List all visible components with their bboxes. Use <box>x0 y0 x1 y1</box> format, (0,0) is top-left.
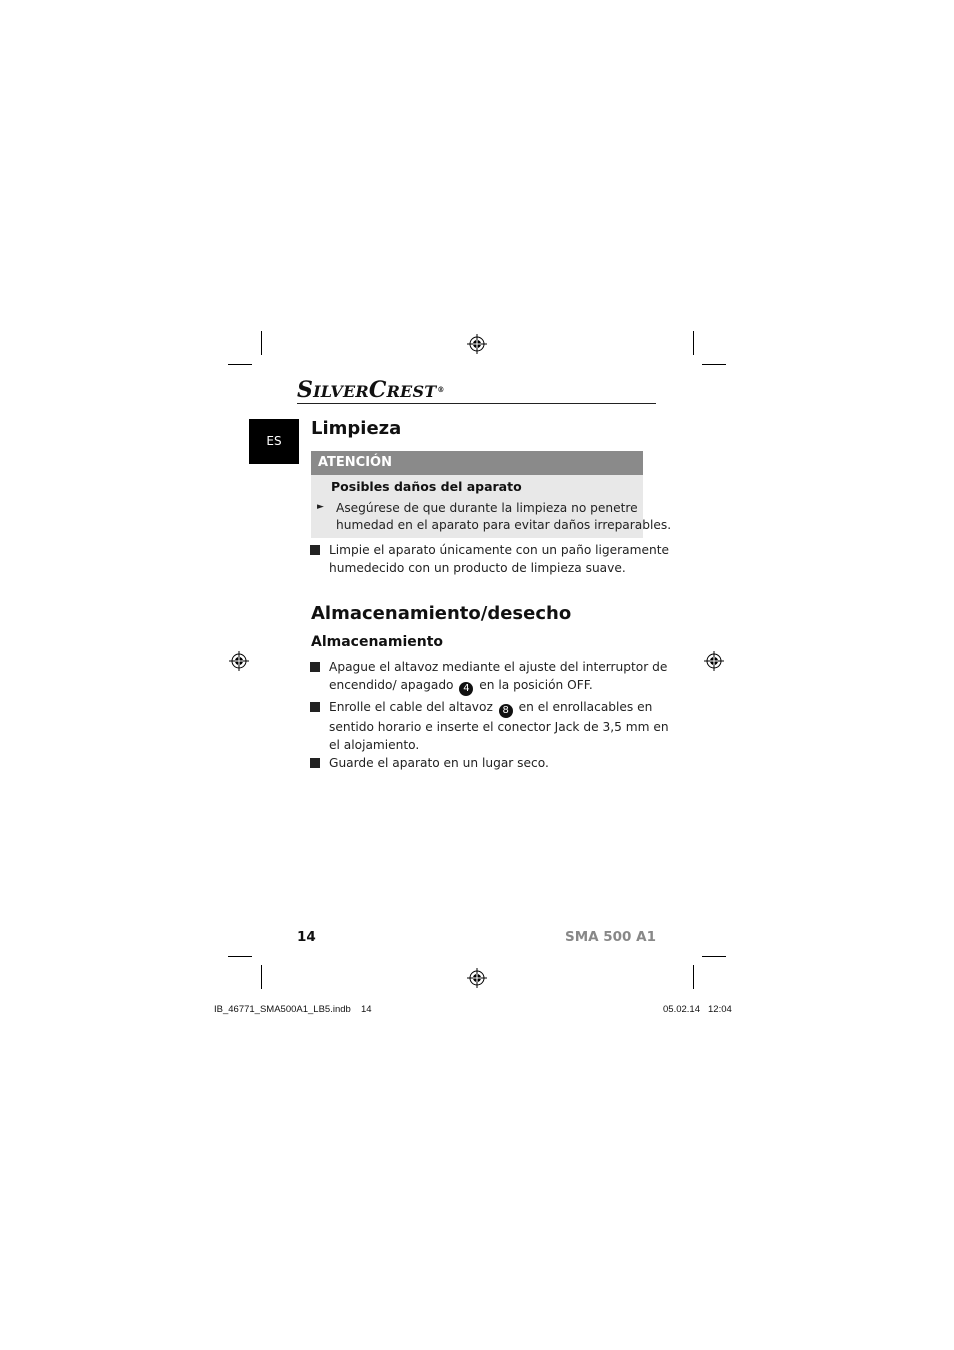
logo-registered-mark: ® <box>437 385 445 394</box>
almacenamiento-bullet-1-text <box>329 658 668 696</box>
almacenamiento-bullet-2-line-1-pre: Enrolle el cable del altavoz <box>329 700 493 714</box>
crop-mark-top-right-horizontal <box>702 364 726 365</box>
limpieza-bullet-text <box>329 541 670 577</box>
part-number-8-badge: 8 <box>499 704 513 718</box>
crop-mark-bottom-left-horizontal <box>228 956 252 957</box>
logo-letter-s: S <box>297 377 314 403</box>
slug-date: 05.02.14 <box>663 1004 700 1015</box>
language-tab: ES <box>249 419 299 464</box>
warning-text <box>336 500 672 534</box>
registration-mark-left-icon <box>229 651 249 671</box>
page-number: 14 <box>297 929 316 945</box>
almacenamiento-bullet-3-line-1: Guarde el aparato en un lugar seco. <box>329 756 549 770</box>
registration-mark-top-icon <box>467 334 487 354</box>
subsection-title-almacenamiento: Almacenamiento <box>311 634 444 650</box>
crop-mark-bottom-left-vertical <box>261 965 262 989</box>
header-rule <box>297 403 656 404</box>
slug-time: 12:04 <box>708 1004 732 1015</box>
crop-mark-top-left-horizontal <box>228 364 252 365</box>
crop-mark-top-right-vertical <box>693 331 694 355</box>
slug-file-name: IB_46771_SMA500A1_LB5.indb <box>214 1004 351 1015</box>
logo-letter-c: C <box>368 377 387 403</box>
bullet-square-icon <box>310 545 320 555</box>
crop-mark-top-left-vertical <box>261 331 262 355</box>
crop-mark-bottom-right-vertical <box>693 965 694 989</box>
bullet-square-icon <box>310 662 320 672</box>
almacenamiento-bullet-3-text <box>329 754 639 772</box>
almacenamiento-bullet-2-text <box>329 698 669 754</box>
logo-text-ilver: ILVER <box>313 382 369 401</box>
limpieza-bullet-line-1: Limpie el aparato únicamente con un paño ligeramente <box>329 543 670 557</box>
warning-text-line-2: humedad en el aparato para evitar daños irreparables. <box>336 518 672 532</box>
slug-page-number: 14 <box>361 1004 372 1015</box>
almacenamiento-bullet-1-line-2-post: en la posición OFF. <box>479 678 593 692</box>
almacenamiento-bullet-1-line-2-pre: encendido/ apagado <box>329 678 454 692</box>
almacenamiento-bullet-1-line-1: Apague el altavoz mediante el ajuste del interruptor de <box>329 660 668 674</box>
brand-logo <box>297 378 445 402</box>
crop-mark-bottom-right-horizontal <box>702 956 726 957</box>
section-title-almacenamiento-desecho: Almacenamiento/desecho <box>311 603 572 624</box>
arrow-right-icon: ► <box>317 502 324 512</box>
bullet-square-icon <box>310 758 320 768</box>
almacenamiento-bullet-1-line-2 <box>329 676 639 696</box>
bullet-square-icon <box>310 702 320 712</box>
model-number: SMA 500 A1 <box>564 929 656 945</box>
warning-title: Posibles daños del aparato <box>331 479 522 494</box>
warning-label: ATENCIÓN <box>311 451 643 475</box>
limpieza-bullet-line-2: humedecido con un producto de limpieza suave. <box>329 561 626 575</box>
warning-text-line-1: Asegúrese de que durante la limpieza no penetre <box>336 501 638 515</box>
registration-mark-right-icon <box>704 651 724 671</box>
part-number-4-badge: 4 <box>459 682 473 696</box>
logo-text-rest: REST <box>386 382 437 401</box>
almacenamiento-bullet-2-line-2: sentido horario e inserte el conector Jack de 3,5 mm en <box>329 720 669 734</box>
section-title-limpieza: Limpieza <box>311 418 402 439</box>
almacenamiento-bullet-2-line-1-post: en el enrollacables en <box>518 700 653 714</box>
almacenamiento-bullet-2-line-1 <box>329 698 653 718</box>
registration-mark-bottom-icon <box>467 968 487 988</box>
almacenamiento-bullet-2-line-3: el alojamiento. <box>329 738 420 752</box>
